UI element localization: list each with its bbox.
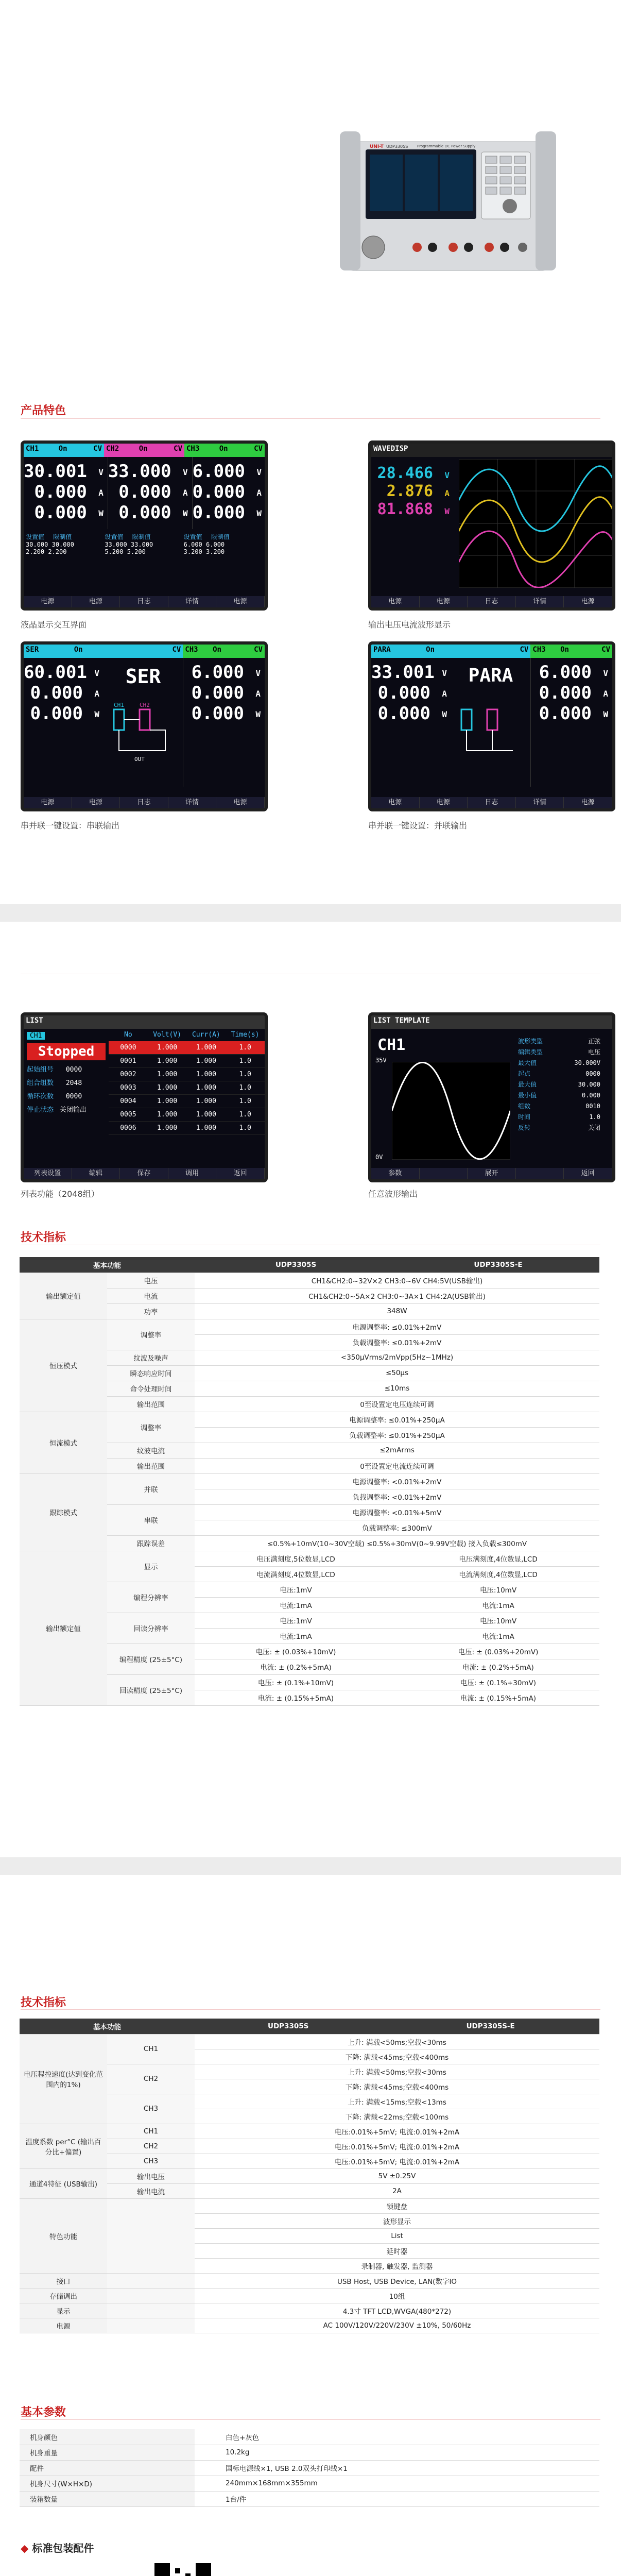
spec-row: 瞬态响应时间 ≤50μs [20, 1365, 599, 1381]
spec-row: 恒流模式 调整率 电源调整率: ≤0.01%+250μA [20, 1412, 599, 1427]
list-row: 0005 1.000 1.000 1.0 [109, 1108, 265, 1122]
spec-row: 电流 CH1&CH2:0~5A×2 CH3:0~3A×1 CH4:2A(USB输出) [20, 1288, 599, 1303]
spec-row: CH3 上升: 满载<15ms;空载<13ms [20, 2094, 599, 2109]
spec-row: 通道4特征 (USB输出) 输出电压 5V ±0.25V [20, 2168, 599, 2183]
spec-row: List [20, 2228, 599, 2243]
model-label: UDP3305S [386, 144, 408, 149]
product-name: Programmable DC Power Supply [417, 144, 476, 148]
basic-title: 基本参数 [21, 2406, 66, 2419]
basic-row: 装箱数量 1台/件 [20, 2491, 599, 2506]
screen-list: LIST CH1 Stopped 起始组号 0000 组合组数 2048 循环次数 0000 停止状态 关闭输出 No Volt(V) Curr(A) Time(s) 0000 1.000 1.000 1.0 0001 1.000 1.000 1.0 0002 1.000 1.000 1.0 0003 1.000 1.000 1.0 0004 1.000 1.000 1.0 0005 1.000 1.000 1.0 0006 1.000 1.000 1.0 列表设置 编辑 保存 调用 返回 [21, 1012, 268, 1182]
list-row: 0006 1.000 1.000 1.0 [109, 1122, 265, 1135]
basic-row: 机身重量 10.2kg [20, 2445, 599, 2460]
spec-row: 负载调整率: ≤0.01%+2mV [20, 1334, 599, 1350]
section-band [0, 904, 621, 922]
param-row: 波形类型 正弦 [518, 1038, 600, 1045]
package-title: ◆ 标准包装配件 [21, 2542, 94, 2554]
spec-row: 输出范围 0至设置定电压连续可调 [20, 1396, 599, 1412]
param-row: 最大值 30.000V [518, 1059, 600, 1066]
list-row: 0004 1.000 1.000 1.0 [109, 1095, 265, 1108]
param-row: 反转 关闭 [518, 1124, 600, 1131]
param-row: 最大值 30.000 [518, 1081, 600, 1088]
caption: 任意波形输出 [368, 1189, 418, 1199]
basic-row: 机身颜色 白色+灰色 [20, 2429, 599, 2445]
bullet-icon: ◆ [21, 2542, 32, 2554]
divider [21, 2419, 600, 2420]
spec-row: 输出额定值 电压 CH1&CH2:0~32V×2 CH3:0~6V CH4:5V(USB输出) [20, 1273, 599, 1288]
spec-row: 跟踪误差 ≤0.5%+10mV(10~30V空载) ≤0.5%+30mV(0~9.99V空载) 接入负载≤300mV [20, 1535, 599, 1551]
divider [21, 418, 600, 419]
param-row: 组数 0010 [518, 1103, 600, 1110]
list-row: 0000 1.000 1.000 1.0 [109, 1041, 265, 1055]
spec-row: 电压程控速度(达到变化范围内的1%) CH1 上升: 满载<50ms;空载<30ms [20, 2034, 599, 2049]
spec-row: 负载调整率: <0.01%+2mV [20, 1489, 599, 1504]
qr-code-image [154, 2563, 211, 2576]
spec-title: 技术指标 [21, 1231, 66, 1244]
svg-text:CH2: CH2 [140, 702, 150, 708]
spec-row: 编程精度 (25±5°C) 电压: ± (0.03%+10mV) 电压: ± (0.03%+20mV) [20, 1643, 599, 1659]
spec-row: CH2 上升: 满载<50ms;空载<30ms [20, 2064, 599, 2079]
caption: 输出电压电流波形显示 [368, 620, 451, 630]
list-row: 0003 1.000 1.000 1.0 [109, 1081, 265, 1095]
spec-row: 命令处理时间 ≤10ms [20, 1381, 599, 1396]
features-title: 产品特色 [21, 404, 66, 417]
brand-logo: UNI-T [370, 144, 384, 149]
spec-row: 显示 4.3寸 TFT LCD,WVGA(480*272) [20, 2303, 599, 2318]
spec-row: 编程分辨率 电压:1mV 电压:10mV [20, 1582, 599, 1597]
spec-row: 电流满刻度,4位数显,LCD 电流满刻度,4位数显,LCD [20, 1566, 599, 1582]
svg-text:OUT: OUT [134, 756, 145, 762]
caption: 液晶显示交互界面 [21, 620, 87, 630]
caption: 串并联一键设置：并联输出 [368, 821, 468, 831]
spec-row: 输出额定值 显示 电压满刻度,5位数显,LCD 电压满刻度,4位数显,LCD [20, 1551, 599, 1566]
spec-table-2: 基本功能 UDP3305S UDP3305S-E 电压程控速度(达到变化范围内的1%) CH1 上升: 满载<50ms;空载<30ms 下降: 满载<45ms;空载<400ms CH2 上升: 满载<50ms;空载<30ms 下降: 满载<45ms;空载<400ms CH3 上升: 满载<15ms;空载<13ms 下降: 满载<22ms;空载<100ms 温度系数 per°C (输出百分比+偏置) CH1 电压:0.01%+5mV; 电流:0.01%+2mA CH2 电压:0.01%+5mV; 电流:0.01%+2mA CH3 电压:0.01%+5mV; 电流:0.01%+2mA 通道4特征 (USB输出) 输出电压 5V ±0.25V 输出电流 2A 特色功能 锁键盘 波形显示 List 延时器 录制器, 触发器, 监测器 接口 USB Host, USB Device, LAN(数字IO 存储调出 10组 显示 4.3寸 TFT LCD,WVGA(480*272) 电源 AC 100V/120V/220V/230V ±10%, 50/60Hz [20, 2019, 599, 2333]
product-photo [340, 121, 556, 286]
spec-row: 回读分辨率 电压:1mV 电压:10mV [20, 1613, 599, 1628]
screen-series: SER On CV CH3 On CV 60.001 V 0.000 A 0.000 W SER CH1 CH2 OUT 6.000 V 0.000 A 0.000 W 电源 电源 日志 详情 电源 [21, 641, 268, 811]
spec-row: 下降: 满载<45ms;空载<400ms [20, 2049, 599, 2064]
spec-row: 电流:1mA 电流:1mA [20, 1628, 599, 1643]
param-row: 编辑类型 电压 [518, 1048, 600, 1056]
spec-row: 下降: 满载<45ms;空载<400ms [20, 2079, 599, 2094]
spec-row: 回读精度 (25±5°C) 电压: ± (0.1%+10mV) 电压: ± (0.1%+30mV) [20, 1674, 599, 1690]
spec-row: 电流: ± (0.2%+5mA) 电流: ± (0.2%+5mA) [20, 1659, 599, 1674]
spec-row: 负载调整率: ≤0.01%+250μA [20, 1427, 599, 1443]
list-row: 0002 1.000 1.000 1.0 [109, 1068, 265, 1081]
spec-title: 技术指标 [21, 1996, 66, 2009]
spec-row: 功率 348W [20, 1303, 599, 1319]
status-badge: Stopped [27, 1043, 106, 1060]
caption: 列表功能（2048组） [21, 1189, 99, 1199]
screen-interactive: CH1 On CV CH2 On CV CH3 On CV 30.001 V 0.000 A 0.000 W 33.000 V 0.000 A 0.000 W 6.000 V 0.000 A 0.000 W 设置值 限制值 30.000 30.000 2.200 2.200 设置值 限制值 33.000 33.000 5.200 5.200 设置值 限制值 6.000 6.000 3.200 3.200 电源 电源 日志 详情 电源 [21, 440, 268, 611]
screen-wave: WAVEDISP 28.466 V 2.876 A 81.868 W 电源 电源 日志 详情 电源 [368, 440, 615, 611]
param-row: 最小值 0.000 [518, 1092, 600, 1099]
spec-row: 纹波电流 ≤2mArms [20, 1443, 599, 1458]
power-cable-image [75, 2568, 116, 2576]
spec-row: 特色功能 锁键盘 [20, 2198, 599, 2213]
spec-row: 电源 AC 100V/120V/220V/230V ±10%, 50/60Hz [20, 2318, 599, 2333]
spec-row: 存储调出 10组 [20, 2288, 599, 2303]
caption: 串并联一键设置：串联输出 [21, 821, 120, 831]
list-row: 0001 1.000 1.000 1.0 [109, 1055, 265, 1068]
spec-row: 恒压模式 调整率 电源调整率: ≤0.01%+2mV [20, 1319, 599, 1334]
spec-row: 输出电流 2A [20, 2183, 599, 2198]
spec-row: 录制器, 触发器, 监测器 [20, 2258, 599, 2273]
param-row: 时间 1.0 [518, 1113, 600, 1121]
spec-row: 输出范围 0至设置定电流连续可调 [20, 1458, 599, 1473]
spec-row: 下降: 满载<22ms;空载<100ms [20, 2109, 599, 2124]
spec-row: 波形显示 [20, 2213, 599, 2228]
spec-row: 负载调整率: ≤300mV [20, 1520, 599, 1535]
spec-row: 电流:1mA 电流:1mA [20, 1597, 599, 1613]
divider [21, 2009, 600, 2010]
spec-row: 跟踪模式 并联 电源调整率: <0.01%+2mV [20, 1473, 599, 1489]
svg-text:CH1: CH1 [114, 702, 124, 708]
screen-arbitrary: LIST TEMPLATE CH1 35V 0V 波形类型 正弦 编辑类型 电压 最大值 30.000V 起点 0000 最大值 30.000 最小值 0.000 组数 0010 时间 1.0 反转 关闭 参数 展开 返回 [368, 1012, 615, 1182]
spec-row: 延时器 [20, 2243, 599, 2258]
spec-row: 电流: ± (0.15%+5mA) 电流: ± (0.15%+5mA) [20, 1690, 599, 1705]
spec-row: 纹波及噪声 <350μVrms/2mVpp(5Hz~1MHz) [20, 1350, 599, 1365]
basic-row: 机身尺寸(W×H×D) 240mm×168mm×355mm [20, 2476, 599, 2491]
spec-row: 串联 电源调整率: <0.01%+5mV [20, 1504, 599, 1520]
spec-row: 温度系数 per°C (输出百分比+偏置) CH1 电压:0.01%+5mV; 电流:0.01%+2mA [20, 2124, 599, 2139]
screen-parallel: PARA On CV CH3 On CV 33.001 V 0.000 A 0.000 W PARA 6.000 V 0.000 A 0.000 W 电源 电源 日志 详情 电源 [368, 641, 615, 811]
spec-row: CH3 电压:0.01%+5mV; 电流:0.01%+2mA [20, 2154, 599, 2168]
section-band [0, 1857, 621, 1875]
param-row: 起点 0000 [518, 1070, 600, 1077]
basic-row: 配件 国标电源线×1, USB 2.0双头打印线×1 [20, 2460, 599, 2476]
spec-row: CH2 电压:0.01%+5mV; 电流:0.01%+2mA [20, 2139, 599, 2154]
spec-row: 接口 USB Host, USB Device, LAN(数字IO [20, 2273, 599, 2288]
basic-table [20, 2429, 599, 2507]
spec-table-1: 基本功能 UDP3305S UDP3305S-E 输出额定值 电压 CH1&CH2:0~32V×2 CH3:0~6V CH4:5V(USB输出) 电流 CH1&CH2:0~5A×2 CH3:0~3A×1 CH4:2A(USB输出) 功率 348W 恒压模式 调整率 电源调整率: ≤0.01%+2mV 负载调整率: ≤0.01%+2mV 纹波及噪声 <350μVrms/2mVpp(5Hz~1MHz) 瞬态响应时间 ≤50μs 命令处理时间 ≤10ms 输出范围 0至设置定电压连续可调 恒流模式 调整率 电源调整率: ≤0.01%+250μA 负载调整率: ≤0.01%+250μA 纹波电流 ≤2mArms 输出范围 0至设置定电流连续可调 跟踪模式 并联 电源调整率: <0.01%+2mV 负载调整率: <0.01%+2mV 串联 电源调整率: <0.01%+5mV 负载调整率: ≤300mV 跟踪误差 ≤0.5%+10mV(10~30V空载) ≤0.5%+30mV(0~9.99V空载) 接入负载≤300mV 输出额定值 显示 电压满刻度,5位数显,LCD 电压满刻度,4位数显,LCD 电流满刻度,4位数显,LCD 电流满刻度,4位数显,LCD 编程分辨率 电压:1mV 电压:10mV 电流:1mA 电流:1mA 回读分辨率 电压:1mV 电压:10mV 电流:1mA 电流:1mA 编程精度 (25±5°C) 电压: ± (0.03%+10mV) 电压: ± (0.03%+20mV) 电流: ± (0.2%+5mA) 电流: ± (0.2%+5mA) 回读精度 (25±5°C) 电压: ± (0.1%+10mV) 电压: ± (0.1%+30mV) 电流: ± (0.15%+5mA) 电流: ± (0.15%+5mA) [20, 1257, 599, 1706]
usb-cable-image [21, 2568, 62, 2576]
